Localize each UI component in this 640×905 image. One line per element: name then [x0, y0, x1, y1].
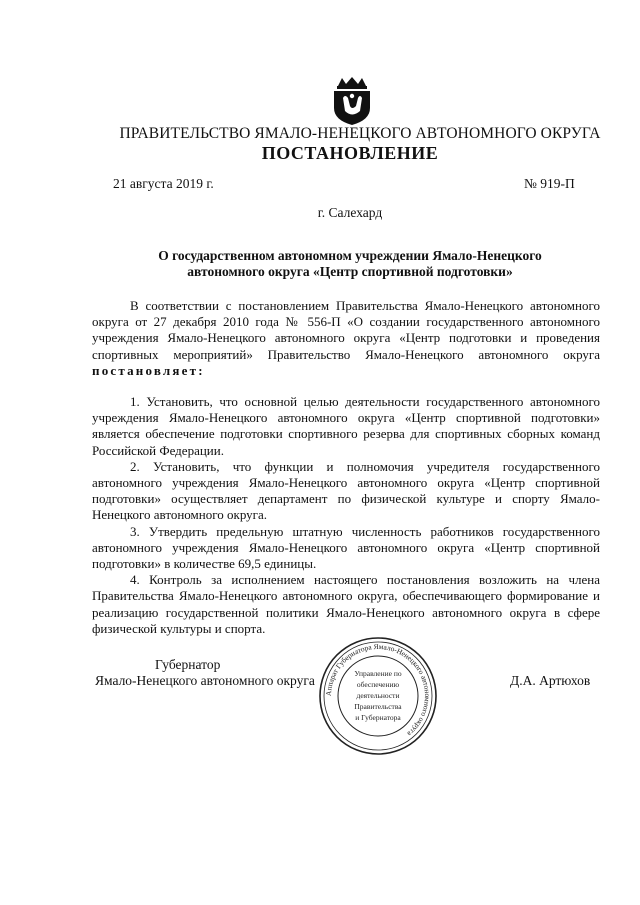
stamp-inner-line-4: Правительства	[354, 702, 402, 711]
document-city: г. Салехард	[317, 205, 383, 220]
signatory-title-line-2: Ямало-Ненецкого автономного округа	[95, 673, 315, 688]
official-stamp	[316, 634, 440, 758]
coat-of-arms-icon	[330, 76, 374, 126]
intro-paragraph	[92, 298, 600, 379]
title-line-1: О государственном автономном учреждении Ямало-Ненецкого	[158, 248, 542, 263]
document-date: 21 августа 2019 г.	[113, 176, 214, 191]
document-number: № 919-П	[524, 176, 575, 191]
government-name: ПРАВИТЕЛЬСТВО ЯМАЛО-НЕНЕЦКОГО АВТОНОМНОГО ОКРУГА	[119, 125, 601, 142]
signatory-title-line-1: Губернатор	[155, 657, 221, 672]
stamp-inner-line-3: деятельности	[356, 691, 400, 700]
paragraph-4: 4. Контроль за исполнением настоящего постановления возложить на члена Правительства Ямало-Ненецкого автономного округа, обеспечивающего формирование и реализацию государственной политики Ямало-Ненецкого автономного округа в сфере физической культуры и спорта.	[92, 572, 600, 636]
stamp-inner-line-5: и Губернатора	[355, 713, 401, 722]
paragraph-2: 2. Установить, что функции и полномочия учредителя государственного автономного учреждения Ямало-Ненецкого автономного округа «Центр спортивной подготовки» осуществляет департамент по физической культуре и спорту Ямало-Ненецкого автономного округа.	[92, 458, 600, 523]
document-body	[92, 298, 600, 637]
paragraph-3: 3. Утвердить предельную штатную численность работников государственного автономного учреждения Ямало-Ненецкого автономного округа «Центр спортивной подготовки» в количестве 69,5 единицы.	[92, 523, 600, 572]
document-type: ПОСТАНОВЛЕНИЕ	[261, 143, 439, 163]
title-line-2: автономного округа «Центр спортивной подготовки»	[187, 264, 513, 279]
paragraph-1: 1. Установить, что основной целью деятельности государственного автономного учреждения Ямало-Ненецкого автономного округа «Центр спортивной подготовки» является обеспечение подготовки спортивного резерва для спортивных сборных команд Российской Федерации.	[92, 394, 600, 458]
intro-text: В соответствии с постановлением Правительства Ямало-Ненецкого автономного округа от 27 декабря 2010 года № 556-П «О создании государственного автономного учреждения Ямало-Ненецкого автономного округа «Центр подготовки и проведения спортивных мероприятий» Правительство Ямало-Ненецкого автономного округа	[92, 298, 600, 362]
stamp-inner-line-2: обеспечению	[356, 680, 400, 689]
stamp-ring-text: Аппарат Губернатора Ямало-Ненецкого автономного округа	[323, 641, 433, 739]
signatory-name: Д.А. Артюхов	[510, 673, 591, 688]
document-title	[110, 248, 590, 280]
resolves-word: постановляет:	[92, 362, 205, 378]
stamp-inner-line-1: Управление по	[354, 669, 402, 678]
